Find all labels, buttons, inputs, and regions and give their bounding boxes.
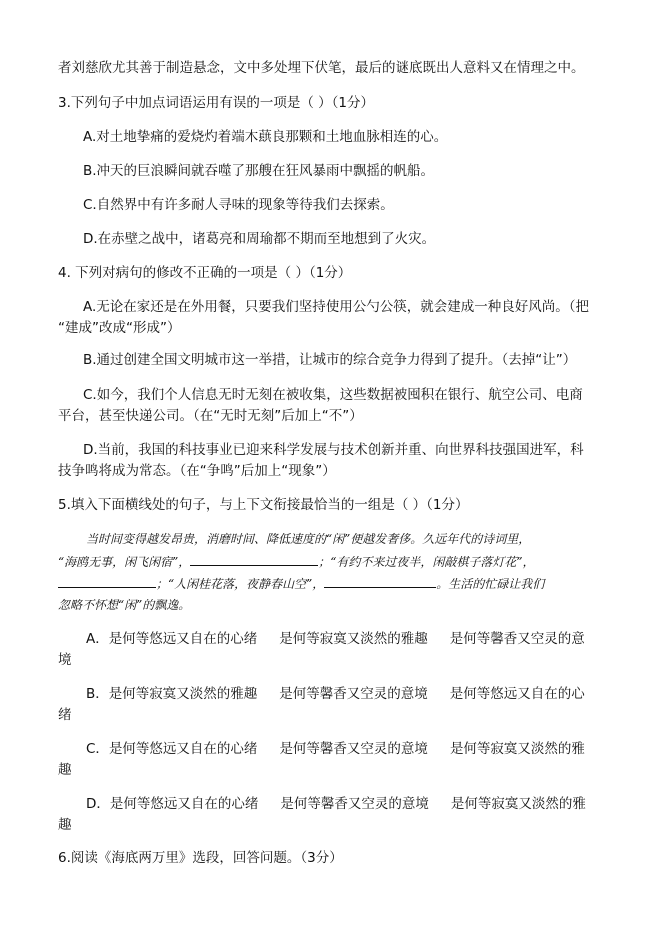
q5-passage-line2	[58, 551, 535, 572]
q4-stem: 4. 下列对病句的修改不正确的一项是（ ）（1分）	[58, 265, 352, 281]
q5-option-a-part2: 是何等寂寞又淡然的雅趣	[279, 631, 428, 647]
q5-option-a-label: A．	[86, 631, 109, 647]
q5-passage-quote3: ；“人闲桂花落，夜静春山空”，	[156, 577, 325, 591]
q5-option-d-part1: 是何等悠远又自在的心绪	[109, 796, 259, 812]
q5-passage-line4: 忽略不怀想“闲”的飘逸。	[58, 598, 191, 612]
q6-stem: 6.阅读《海底两万里》选段，回答问题。（3分）	[58, 850, 343, 866]
q4-option-b: B.通过创建全国文明城市这一举措，让城市的综合竞争力得到了提升。（去掉“让”）	[83, 352, 577, 368]
q5-option-c-part1: 是何等悠远又自在的心绪	[108, 741, 258, 757]
q4-option-a-line2: “建成”改成“形成”）	[58, 320, 181, 336]
q5-option-a	[86, 629, 585, 649]
q5-option-d	[86, 794, 586, 814]
q5-option-c-label: C．	[86, 741, 109, 757]
q5-option-c-wrap: 趣	[58, 762, 72, 778]
q4-option-c-line1: C.如今，我们个人信息无时无刻在被收集，这些数据被囤积在银行、航空公司、电商	[83, 387, 583, 403]
q5-option-b-part1: 是何等寂寞又淡然的雅趣	[108, 686, 258, 702]
q4-option-c-line2: 平台，甚至快递公司。（在“无时无刻”后加上“不”）	[58, 408, 363, 424]
q5-option-c-part3: 是何等寂寞又淡然的雅	[449, 741, 585, 757]
q5-option-d-label: D．	[86, 796, 110, 812]
q5-option-d-part3: 是何等寂寞又淡然的雅	[450, 796, 586, 812]
q5-option-b	[86, 684, 585, 704]
q5-stem: 5.填入下面横线处的句子，与上下文衔接最恰当的一组是（ ）（1分）	[58, 497, 469, 513]
q5-passage-line1: 当时间变得越发昂贵，消磨时间、降低速度的“闲”便越发奢侈。久远年代的诗词里，	[86, 532, 531, 546]
q5-option-a-wrap: 境	[58, 652, 72, 668]
q5-option-b-wrap: 绪	[58, 707, 72, 723]
q5-option-d-part2: 是何等馨香又空灵的意境	[280, 796, 429, 812]
q3-option-c: C.自然界中有许多耐人寻味的现象等待我们去探索。	[83, 197, 394, 213]
q4-option-d-line2: 技争鸣将成为常态。（在“争鸣”后加上“现象”）	[58, 463, 336, 479]
q3-option-b: B.冲天的巨浪瞬间就吞噬了那艘在狂风暴雨中飘摇的帆船。	[83, 163, 435, 179]
q3-option-a: A.对土地挚痛的爱烧灼着端木蕻良那颗和土地血脉相连的心。	[83, 129, 448, 145]
q3-option-d: D.在赤壁之战中，诸葛亮和周瑜都不期而至地想到了火灾。	[83, 231, 436, 247]
q5-option-a-part3: 是何等馨香又空灵的意	[449, 631, 585, 647]
q5-passage-line3	[58, 573, 544, 594]
q5-blank-1	[190, 551, 318, 566]
q5-option-c-part2: 是何等馨香又空灵的意境	[279, 741, 428, 757]
q5-option-b-part2: 是何等馨香又空灵的意境	[279, 686, 428, 702]
q5-passage-quote1: “海鸥无事，闲飞闲宿”，	[58, 555, 191, 569]
q5-option-c	[86, 739, 585, 759]
q5-passage-tail: 。生活的忙碌让我们	[436, 577, 545, 591]
q5-blank-3	[324, 573, 436, 588]
q5-option-b-part3: 是何等悠远又自在的心	[449, 686, 585, 702]
q3-stem: 3.下列句子中加点词语运用有误的一项是（ ）（1分）	[58, 95, 375, 111]
q4-option-d-line1: D.当前，我国的科技事业已迎来科学发展与技术创新并重、向世界科技强国进军，科	[83, 442, 584, 458]
intro-line: 者刘慈欣尤其善于制造悬念，文中多处埋下伏笔，最后的谜底既出人意料又在情理之中。	[58, 60, 585, 76]
q5-passage-quote2: ；“有约不来过夜半，闲敲棋子落灯花”，	[318, 555, 535, 569]
q5-option-a-part1: 是何等悠远又自在的心绪	[108, 631, 258, 647]
q5-blank-2	[58, 573, 156, 588]
q4-option-a-line1: A.无论在家还是在外用餐，只要我们坚持使用公勺公筷，就会建成一种良好风尚。（把	[83, 299, 590, 315]
q5-option-b-label: B．	[86, 686, 109, 702]
q5-option-d-wrap: 趣	[58, 817, 72, 833]
